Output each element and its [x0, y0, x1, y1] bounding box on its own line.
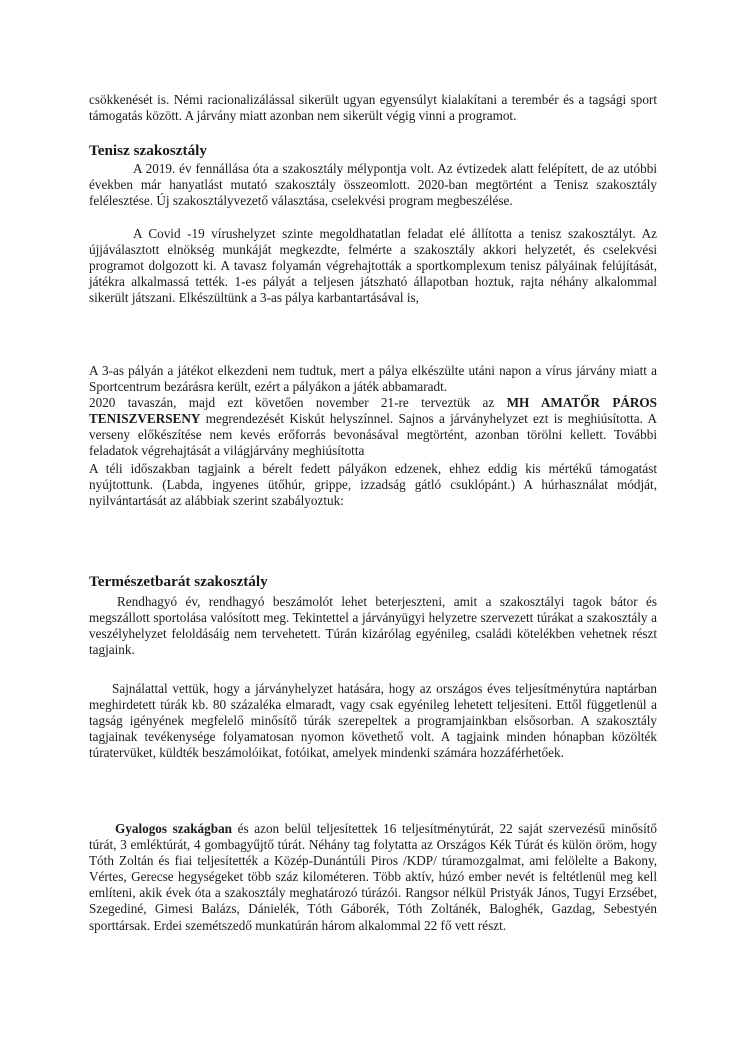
hiking-branch-label: Gyalogos szakágban	[115, 821, 233, 836]
nature-p3-text: és azon belül teljesítettek 16 teljesítménytúrát, 22 saját szervezésű minősítő túrát, 3 emléktúrát, 4 gombagyűjtő túrát. Néhány tag folytatta az Országos Kék Túrát és külön öröm, hogy Tóth Zoltán és fiai teljesítették a Közép-Dunántúli Piros /KDP/ túramozgalmat, ami felölelte a Bakony, Vértes, Gerecse hegységeket több száz kilométeren. Több aktív, húzó ember nevét is feltétlenül meg kell említeni, akik évek óta a szakosztály meghatározó túrázói. Rangsor nélkül Pristyák János, Tugyi Erzsébet, Szegediné, Gimesi Balázs, Dánielék, Tóth Gáborék, Tóth Zoltánék, Baloghék, Gazdag, Sebestyén sporttársak. Erdei szemétszedő munkatúrán három alkalommal 22 fő vett részt.	[89, 821, 657, 933]
tennis-p4-text-after: megrendezését Kiskút helyszínnel. Sajnos a járványhelyzet ezt is meghiúsította. A verseny előkészítése nem kevés erőforrás bevonásával megtörtént, azonban törölni kellett. További feladatok végrehajtását a világjárvány meghiúsította	[89, 411, 657, 459]
intro-paragraph: csökkenését is. Némi racionalizálással sikerült ugyan egyensúlyt kialakítani a terembér és a tagsági sport támogatás között. A járvány miatt azonban nem sikerült végig vinni a programot.	[89, 92, 657, 124]
tennis-paragraph-2: A Covid -19 vírushelyzet szinte megoldhatatlan feladat elé állította a tenisz szakosztályt. Az újjáválasztott elnökség munkáját megkezdte, felmérte a szakosztály akkori helyzetét, és cselekvési programot dolgozott ki. A tavasz folyamán végrehajtották a sportkomplexum tenisz pályáinak felújítását, játékra alkalmassá tették. 1-es pályát a teljesen játszható állapotban hoztuk, rajta néhány alkalommal sikerült játszani. Elkészültünk a 3-as pálya karbantartásával is,	[89, 226, 657, 306]
tennis-tournament-name: MH AMATŐR PÁROS TENISZVERSENY	[89, 395, 658, 427]
tennis-p4-text-before: 2020 tavaszán, majd ezt követően november 21-re terveztük az	[89, 395, 507, 410]
tennis-paragraph-1: A 2019. év fennállása óta a szakosztály mélypontja volt. Az évtizedek alatt felépített, de az utóbbi években már hanyatlást mutató szakosztály összeomlott. 2020-ban megtörtént a Tenisz szakosztály felélesztése. Új szakosztályvezető választása, cselekvési program megbeszélése.	[89, 161, 657, 209]
nature-paragraph-2: Sajnálattal vettük, hogy a járványhelyzet hatására, hogy az országos éves teljesítménytúra naptárban meghirdetett túrák kb. 80 százaléka elmaradt, vagy csak egyénileg lehetett teljesíteni. Ettől függetlenül a tagság igényének megfelelő minősítő túrák szerepeltek a programjainkban elsősorban. A szakosztály tagjainak tevékenysége folyamatosan nyomon követhető volt. A tagjaink minden hónapban közölték túratervüket, küldték beszámolóikat, fotóikat, amelyek mindenki számára hozzáférhetőek.	[89, 681, 657, 761]
tennis-heading: Tenisz szakosztály	[89, 142, 207, 159]
tennis-paragraph-5: A téli időszakban tagjaink a bérelt fedett pályákon edzenek, ehhez eddig kis mértékű támogatást nyújtottunk. (Labda, ingyenes ütőhúr, grippe, izzadság gátló csuklópánt.) A húrhasználat módját, nyilvántartását az alábbiak szerint szabályoztuk:	[89, 461, 657, 509]
nature-heading: Természetbarát szakosztály	[89, 573, 268, 590]
tennis-paragraph-4	[89, 395, 657, 459]
nature-paragraph-1: Rendhagyó év, rendhagyó beszámolót lehet beterjeszteni, amit a szakosztályi tagok bátor és megszállott sportolása valósított meg. Tekintettel a járványügyi helyzetre szervezett túrákat a szakosztály a veszélyhelyzet feloldásáig nem tervehetett. Túrán kizárólag egyénileg, családi kötelékben vehetnek részt tagjaink.	[89, 594, 657, 658]
tennis-paragraph-3: A 3-as pályán a játékot elkezdeni nem tudtuk, mert a pálya elkészülte utáni napon a vírus járvány miatt a Sportcentrum bezárásra került, ezért a pályákon a játék abbamaradt.	[89, 363, 657, 395]
nature-paragraph-3	[89, 821, 657, 934]
